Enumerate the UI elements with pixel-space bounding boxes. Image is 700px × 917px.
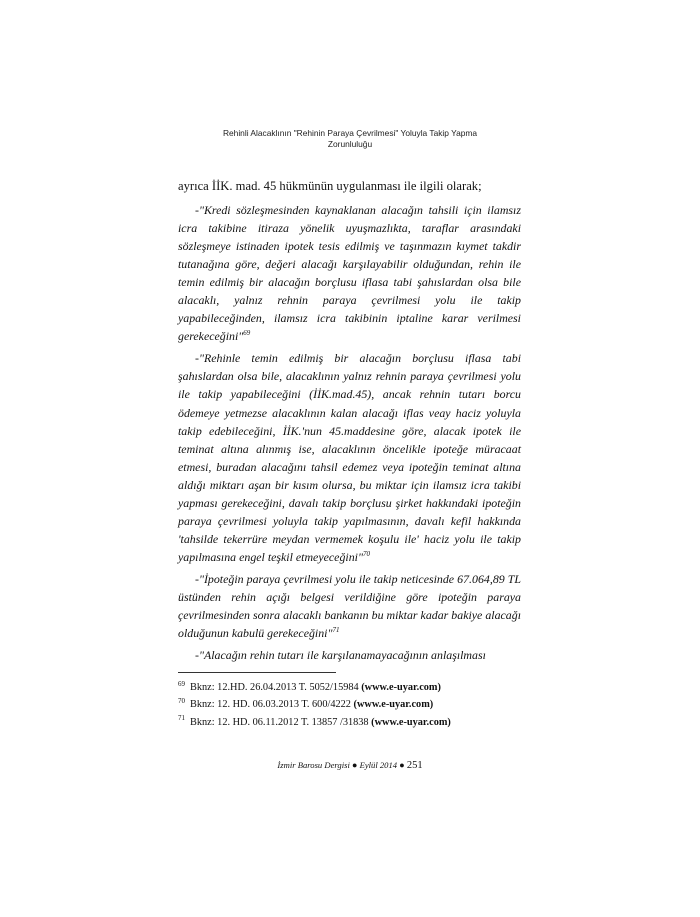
footnote-source: (www.e-uyar.com) <box>361 682 441 693</box>
quote-paragraph <box>178 570 521 642</box>
footnote-ref[interactable]: 70 <box>362 549 370 558</box>
footnote-item: 69 Bknz: 12.HD. 26.04.2013 T. 5052/15984 (www.e-uyar.com) <box>178 679 441 693</box>
quote-paragraph <box>178 646 521 664</box>
footnote-ref[interactable]: 69 <box>243 329 251 338</box>
page-number: 251 <box>406 760 423 771</box>
separator-dot: ● <box>399 760 405 770</box>
quote-paragraph <box>178 349 521 566</box>
main-text <box>178 178 521 668</box>
separator-dot: ● <box>352 760 358 770</box>
quote-text: -"Alacağın rehin tutarı ile karşılanamayacağının anlaşılması <box>195 648 486 663</box>
header-line-1: Rehinli Alacaklının "Rehinin Paraya Çevrilmesi" Yoluyla Takip Yapma <box>222 128 478 138</box>
footnotes <box>178 679 521 731</box>
footnote-divider <box>178 672 336 673</box>
running-header <box>150 128 550 150</box>
quote-text: -"İpoteğin paraya çevrilmesi yolu ile takip neticesinde 67.064,89 TL üstünden rehin açığı belgesi verildiğine göre ipoteğin paraya çevrilmesinden sonra alacaklı bankanın bu miktar kadar bakiye alacağı olduğunun kabulü gerekeceğini" <box>178 571 521 641</box>
footnote-text: Bknz: 12. HD. 06.03.2013 T. 600/4222 <box>190 699 351 711</box>
page-footer <box>200 760 500 771</box>
issue-date: Eylül 2014 <box>359 760 398 770</box>
footnote-item: 71 Bknz: 12. HD. 06.11.2012 T. 13857 /31838 (www.e-uyar.com) <box>178 714 451 728</box>
footnote-text: Bknz: 12.HD. 26.04.2013 T. 5052/15984 <box>190 682 359 693</box>
lead-sentence: ayrıca İİK. mad. 45 hükmünün uygulanması ile ilgili olarak; <box>178 179 482 193</box>
footnote-item: 70 Bknz: 12. HD. 06.03.2013 T. 600/4222 (www.e-uyar.com) <box>178 696 434 711</box>
quote-text: -"Rehinle temin edilmiş bir alacağın borçlusu iflasa tabi şahıslardan olsa bile, alacaklının yalnız rehnin paraya çevrilmesi yolu ile takip yapabileceğini (İİK.mad.45), ancak rehnin tutarı borcu ödemeye yetmezse alacaklının kalan alacağı iflas veay haciz yoluyla takip edebileceğini, İİK.'nun 45.maddesine göre, alacak ipotek ile teminat altına alınmış ise, alacaklının öncelikle ipoteğe müracaat etmesi, buradan alacağını tahsil edemez veya ipoteğin teminat altına aldığı miktarı aşan bir kısım olursa, bu miktar için ilamsız icra takibi yapması gerekeceğini, davalı takip borçlusu şirket hakkındaki ipoteğin paraya çevrilmesi yoluyla takip yapılmasının, davalı kefil hakkında 'tahsilde tekerrüre meydan vermemek koşulu ile' haciz yolu ile takip yapılmasına engel teşkil etmeyeceğini" <box>178 351 521 564</box>
quote-paragraph <box>178 201 521 345</box>
footnote-source: (www.e-uyar.com) <box>371 716 451 728</box>
journal-name: İzmir Barosu Dergisi <box>277 760 350 770</box>
footnote-source: (www.e-uyar.com) <box>353 699 434 711</box>
header-line-2: Zorunluluğu <box>327 139 373 149</box>
quote-text: -"Kredi sözleşmesinden kaynaklanan alacağın tahsili için ilamsız icra takibine itiraza yönelik uyuşmazlıkta, taraflar arasındaki sözleşmeye istinaden ipotek tesis edilmiş ve taşınmazın kıymet takdir tutanağına göre, değeri alacağı karşılayabilir olduğundan, rehin ile temin edilmiş bir alacağın borçlusu iflasa tabi şahıslardan olsa bile alacaklı, yalnız rehnin paraya çevrilmesi yolu ile takip yapabileceğinden, ilamsız icra takibinin iptaline karar verilmesi gerekeceğini" <box>178 203 521 344</box>
footnote-text: Bknz: 12. HD. 06.11.2012 T. 13857 /31838 <box>190 716 369 728</box>
footnote-ref[interactable]: 71 <box>332 626 340 635</box>
